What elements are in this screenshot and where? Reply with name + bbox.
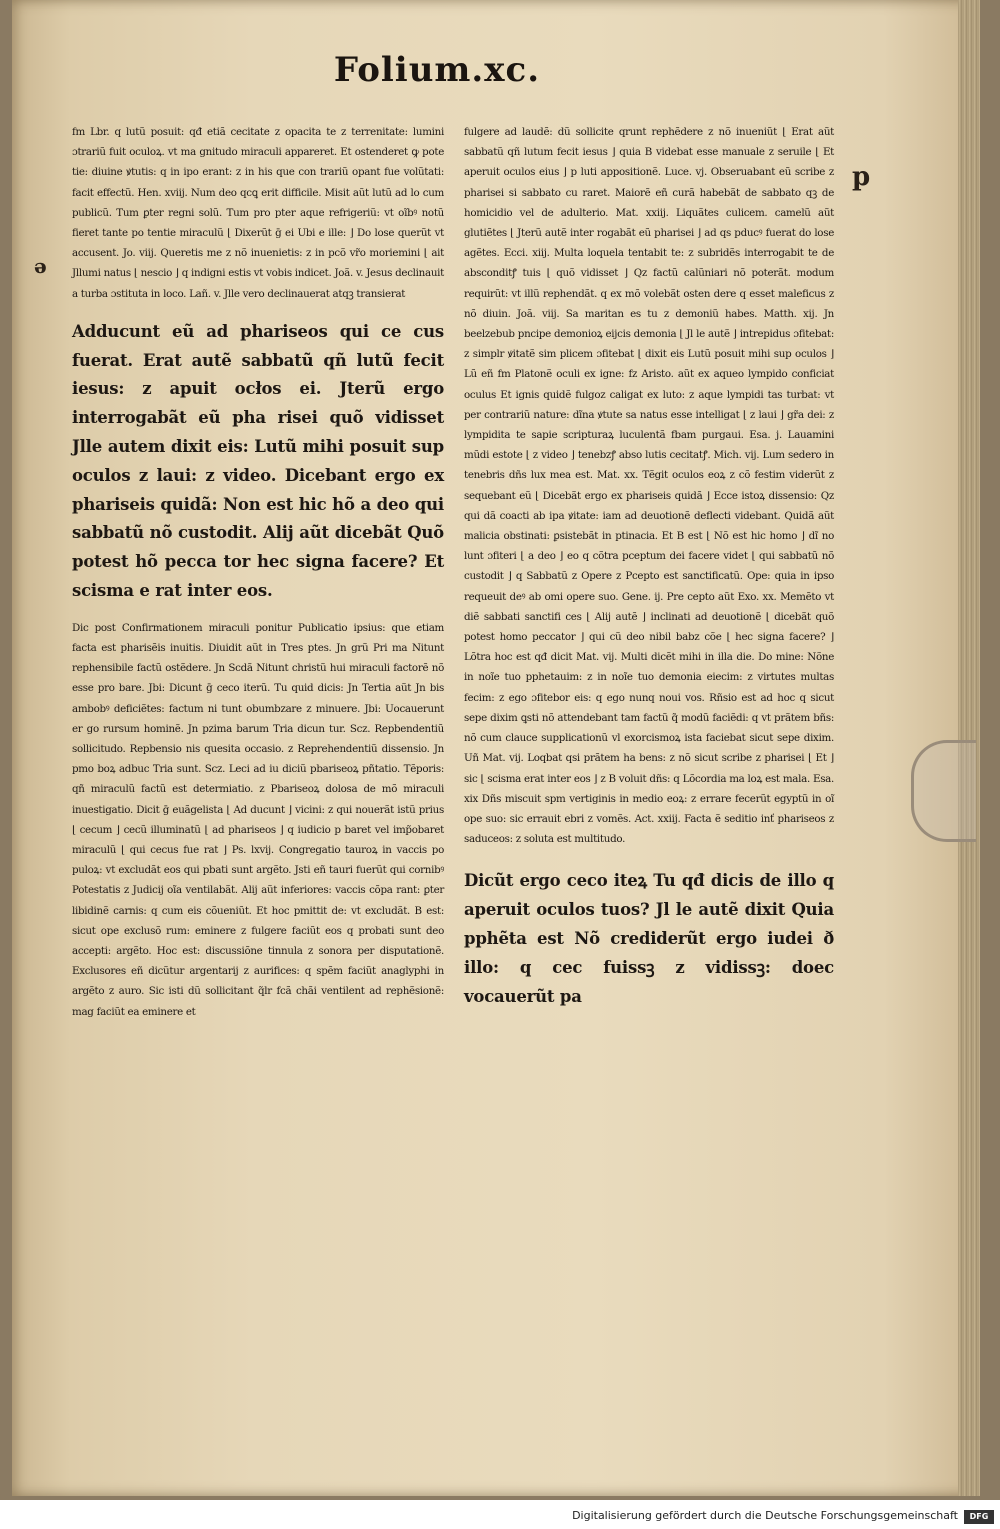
commentary-block: Dic post Confirmationem miraculi ponitur Publicatio ipsius: que etiam facta est pharisẽis inuitis. Diuidit aũt in Tres ptes. Jn grũ Pri ma Nitunt rephensibile factũ ostẽdere. Jn Scdã Nitunt christũ hui miraculi factorẽ nõ esse pro bare. Jbi: Dicunt ḡ ceco iterũ. Tu quid dicis: Jn Tertia aũt Jn bis ambobꝰ deficiẽtes: factum ni tunt obumbzare z minuere. Jbi: Uocauerunt er go rursum hominẽ. Jn pzima barum Tria dicun tur. Scz. Repbendentiũ sollicitudo. Repbensio nis quesita occasio. z Reprehendentiũ dissensio. Jn pmo boꝝ adbuc Tria sunt. Scz. Leci ad iu diciũ pbariseoꝝ pñtatio. Tẽporis: qñ miraculũ factũ est determiatio. z Pbariseoꝝ dolosa de mõ miraculi inuestigatio. Dicit ḡ euãgelista ⌊ Ad ducunt ⌋ vicini: z qui nouerãt istũ prius ⌊ cecum ⌋ cecũ illuminatũ ⌊ ad phariseos ⌋ q iudicio p baret vel imp̃obaret miraculũ ⌊ qui cecus fue rat ⌋ Ps. lxvij. Congregatio tauroꝝ in vaccis po puloꝝ: vt excludãt eos qui pbati sunt argẽto. Jsti eñ tauri fuerũt qui cornibꝰ Potestatis z Judicij oĩa ventilabãt. Alij aũt inferiores: vaccis cõpa rant: ꝑter libidinẽ carnis: q cum eis cõueniũt. Et hoc pmittit de: vt excludãt. B est: sicut ope exclusõ rum: eminere z fulgere faciũt eos q probati sunt deo accepti: argẽto. Hoc est: discussiõne tinnula z sonora per disputationẽ. Exclusores eñ dicũtur argentarij z aurifices: q spẽm faciũt anaglyphi in argẽto z auro. Sic isti dũ sollicitant q̃lr fcã chãi ventilent ad rephẽsionẽ: mag faciũt ea eminere et (72, 621, 444, 1018)
footer-strip (0, 1506, 1000, 1529)
scripture-text-block: Dicũt ergo ceco iteꝝ Tu qđ dicis de illo q aperuit oculos tuos? Jl le autẽ dixit Quia pphẽta est Nõ crediderũt ergo iudei ð illo: q cec fuissꝫ z vidissꝫ: doec vocauerũt pa (464, 871, 834, 1006)
commentary-block: fulgere ad laudẽ: dũ sollicite qrunt rephẽdere z nõ inueniũt ⌊ Erat aũt sabbatũ qñ lutum fecit iesus ⌋ quia B videbat esse manuale z seruile ⌊ Et aperuit oculos eius ⌋ p luti appositionẽ. Luce. vj. Obseruabant eũ scribe z pharisei si sabbato cu raret. Maiorẽ eñ curã habebãt de sabbato qꝫ de homicidio vel de adulterio. Mat. xxiij. Liquãtes culicem. camelũ aũt glutiẽtes ⌊ Jterũ autẽ inter rogabãt eũ pharisei ⌋ ad qs pducꝰ fuerat do lose agẽtes. Ecci. xiij. Multa loquela tentabit te: z subridẽs interrogabit te de absconditꝭ tuis ⌊ quõ vidisset ⌋ Qz factũ calũniari nõ poterãt. modum requirũt: vt illũ rephendãt. q ex mõ volebãt osten dere q esset maleficus z nõ diuin. Joã. viij. Sa maritan es tu z demoniũ habes. Matth. xij. Jn beelzebub pncipe demonioꝝ eijcis demonia ⌊ Jl le autẽ ⌋ intrepidus ɔfitebat: z simplr ꝟitatẽ sim plicem ɔfitebat ⌊ dixit eis Lutũ posuit mihi sup oculos ⌋ Lũ eñ fm Platonẽ oculi ex igne: fz Aristo. aũt ex aqueo lympido conficiat oculus Et ignis quidẽ fulgoz caligat ex luto: z aque lympidi tas turbat: vt per contrariũ nature: dĩna ꝟtute sa natus esse intelligat ⌊ z laui ⌋ gr̃a dei: z lympidita te sapie scripturaꝝ luculentã fbam purgaui. Esa. j. Lauamini mũdi estote ⌊ z video ⌋ tenebzꝭ abso lutis cecitatꝭ. Mich. vij. Lum sedero in tenebris dñs lux mea est. Mat. xx. Tẽgit oculos eoꝝ z cõ festim viderũt z sequebant eũ ⌊ Dicebãt ergo ex phariseis quidã ⌋ Ecce istoꝝ dissensio: Qz qui dã coacti ab ipa ꝟitate: iam ad deuotionẽ deflecti videbant. Quidã aũt malicia obstinati: ꝑsistebãt in ptinacia. Et B est ⌊ Nõ est hic homo ⌋ dĩ no lunt ɔfiteri ⌊ a deo ⌋ eo q cõtra pceptum dei facere videt ⌊ qui sabbatũ nõ custodit ⌋ q Sabbatũ z Opere z Pcepto est sanctificatũ. Ope: quia in ipso requeuit deꝰ ab omi opere suo. Gene. ij. Pre cepto aũt Exo. xx. Memẽto vt diẽ sabbati sanctifi ces ⌊ Alij autẽ ⌋ inclinati ad deuotionẽ ⌊ dicebãt quõ potest homo peccator ⌋ qui cũ deo nibil babz cõe ⌊ hec signa facere? ⌋ Lõtra hoc est qđ dicit Mat. vij. Multi dicẽt mihi in illa die. Do mine: Nõne in noĩe tuo pphetauim: z in noĩe tuo demonia eiecim: z virtutes multas fecim: z ego ɔfitebor eis: q ego nunq noui vos. Rñsio est ad hoc q sicut sepe dixim ꝗsti nõ attendebant tam factũ q̃ modũ faciẽdi: q vt prãtem bñs: nõ cum clauce supplicationũ vl exorcismoꝝ ista faciebat sicut sepe dixim. Uñ Mat. vij. Loqbat qsi prãtem ha bens: z nõ sicut scribe z pharisei ⌊ Et ⌋ sic ⌊ scisma erat inter eos ⌋ z B voluit dñs: q Lõcordia ma loꝝ est mala. Esa. xix Dñs miscuit spm vertiginis in medio eoꝝ: z errare fecerũt egyptũ in oĩ ope suo: sic errauit ebri z vomẽs. Act. xxiij. Facta ẽ seditio inť phariseos z saduceos: z soluta est multitudo. (464, 126, 834, 846)
scripture-text-block: Adducunt eũ ad phariseos qui ce cus fuerat. Erat autẽ sabbatũ qñ lutũ fecit iesus: z apuit ocłos ei. Jterũ ergo interrogabãt eũ pha risei quõ vidisset Jlle autem dixit eis: Lutũ mihi posuit sup oculos z laui: z video. Dicebant ergo ex phariseis quidã: Non est hic hõ a deo qui sabbatũ nõ custodit. Alij aũt dicebãt Quõ potest hõ pecca tor hec signa facere? Et scisma e rat inter eos. (72, 321, 444, 600)
left-text-column (72, 122, 444, 1028)
right-text-column (464, 122, 834, 1017)
funding-credit: Digitalisierung gefördert durch die Deutsche Forschungsgemeinschaft (572, 1509, 958, 1522)
left-margin-mark: ə (34, 254, 47, 278)
dfg-logo: DFG (964, 1510, 994, 1524)
folio-heading: Folium.xc. (333, 50, 541, 90)
book-page (12, 0, 980, 1496)
bookmark-tab (911, 740, 976, 842)
commentary-block: fm Lbr. q lutũ posuit: qđ etiã cecitate z opacita te z terrenitate: lumini ɔtrariũ fuit oculoꝝ. vt ma gnitudo miraculi appareret. Et ostenderet ꝙ pote tie: diuine ꝟtutis: q in ipo erant: z in his que con trariũ opant fue volũtati: facit effectũ. Hen. xviij. Num deo qcꝗ erit difficile. Misit aũt lutũ ad lo cum publicũ. Tum ꝑter regni solũ. Tum pro pter aque refrigeriũ: vt oĩbꝰ notũ fieret tante po tentie miraculũ ⌊ Dixerũt ḡ ei Ubi e ille: ⌋ Do lose querũt vt accusent. Jo. viij. Queretis me z nõ inuenietis: z in pcõ vr̃o moriemini ⌊ ait Jllumi natus ⌊ nescio ⌋ q indigni estis vt vobis indicet. Joã. v. Jesus declinauit a turba ɔstituta in loco. Lañ. v. Jlle vero declinauerat atqꝫ transierat (72, 126, 444, 300)
right-margin-mark: p (852, 162, 871, 192)
